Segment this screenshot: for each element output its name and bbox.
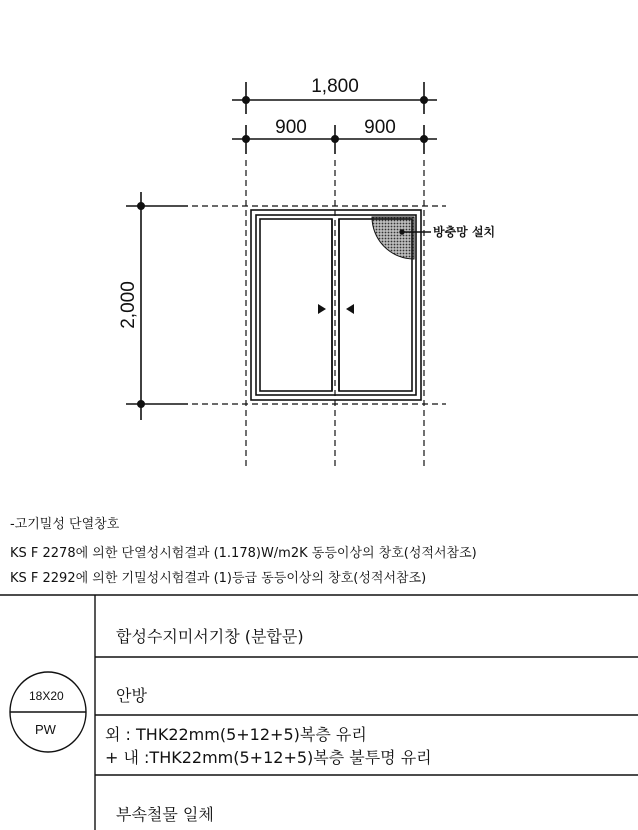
slide-left-arrow-icon bbox=[346, 304, 354, 314]
spec-table-lines bbox=[0, 595, 638, 830]
right-width-label: 900 bbox=[364, 117, 396, 138]
window-type: 합성수지미서기창 (분합문) bbox=[116, 627, 304, 646]
window-location: 안방 bbox=[116, 686, 147, 705]
tag-code: PW bbox=[35, 722, 56, 737]
insect-screen-label: 방충망 설치 bbox=[433, 225, 496, 239]
slide-right-arrow-icon bbox=[318, 304, 326, 314]
height-label: 2,000 bbox=[118, 281, 139, 329]
extension-lines bbox=[192, 160, 446, 470]
hardware: 부속철물 일체 bbox=[116, 805, 214, 824]
glass-inner: + 내 :THK22mm(5+12+5)복층 불투명 유리 bbox=[105, 748, 432, 767]
window-tag bbox=[10, 672, 86, 752]
note-airtightness: KS F 2292에 의한 기밀성시험결과 (1)등급 동등이상의 창호(성적서참조) bbox=[10, 571, 427, 586]
left-width-label: 900 bbox=[275, 117, 307, 138]
insect-screen-hatch bbox=[372, 217, 414, 259]
note-title: -고기밀성 단열창호 bbox=[10, 517, 120, 532]
note-insulation: KS F 2278에 의한 단열성시험결과 (1.178)W/m2K 동등이상의 창호(성적서참조) bbox=[10, 546, 477, 561]
glass-outer: 외 : THK22mm(5+12+5)복층 유리 bbox=[105, 725, 367, 744]
overall-width-label: 1,800 bbox=[311, 76, 359, 97]
split-width-dimension bbox=[232, 125, 437, 154]
tag-size: 18X20 bbox=[29, 689, 64, 703]
